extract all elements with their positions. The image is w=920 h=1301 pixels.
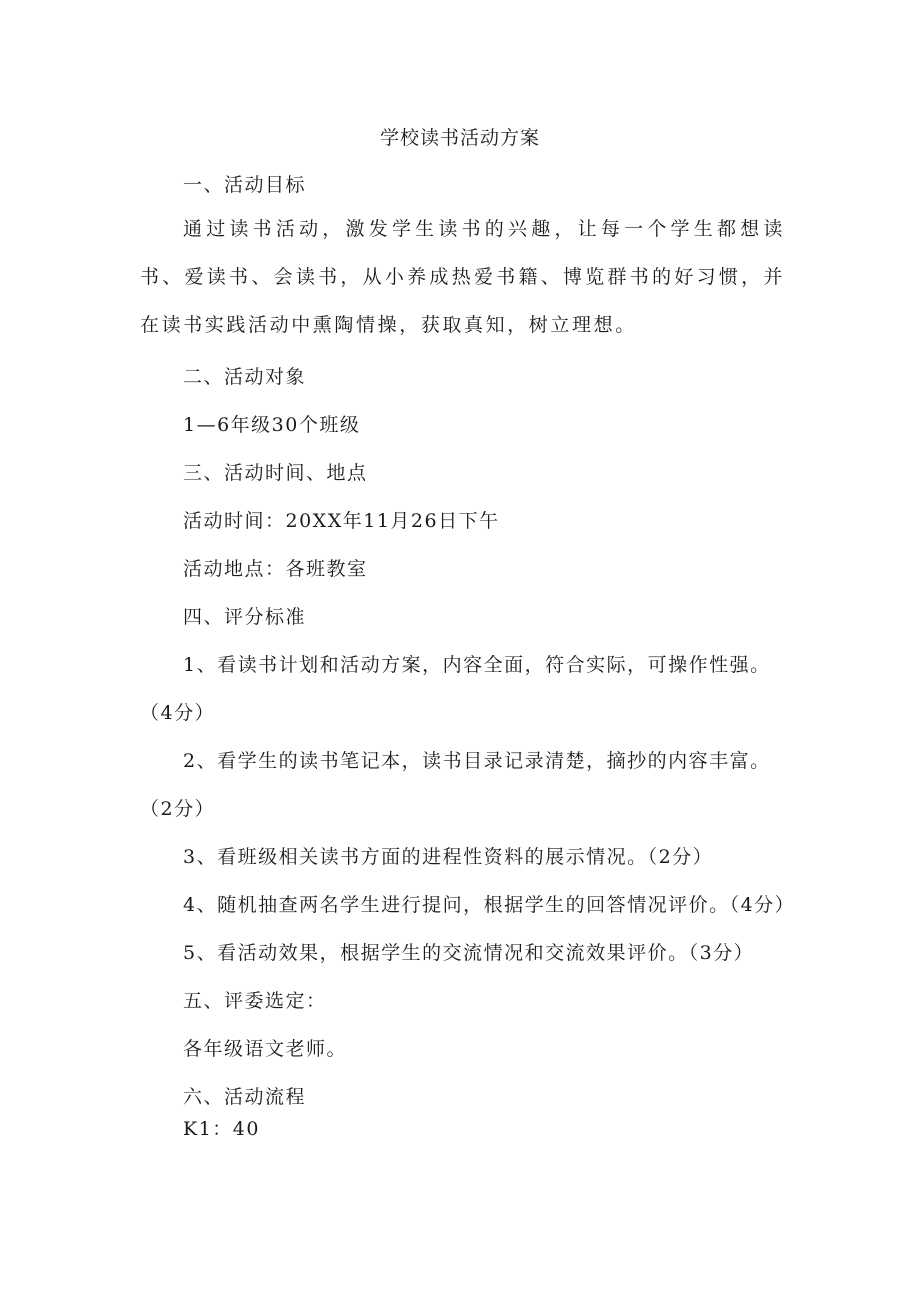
scoring-item-5: 5、看活动效果，根据学生的交流情况和交流效果评价。（3分）	[183, 942, 755, 964]
scoring-item-4: 4、随机抽查两名学生进行提问，根据学生的回答情况评价。（4分）	[183, 894, 796, 916]
scoring-item-1-score: （4分）	[140, 702, 216, 724]
section-heading-goals: 一、活动目标	[183, 174, 307, 196]
document-title: 学校读书活动方案	[379, 127, 540, 149]
section-heading-scoring: 四、评分标准	[183, 606, 307, 628]
paragraph-judges: 各年级语文老师。	[183, 1038, 348, 1060]
section-heading-time-place: 三、活动时间、地点	[183, 462, 368, 484]
scoring-item-2: 2、看学生的读书笔记本，读书目录记录清楚，摘抄的内容丰富。	[183, 750, 771, 772]
process-time: K1：40	[183, 1118, 260, 1140]
paragraph-time: 活动时间：20XX年11月26日下午	[183, 510, 500, 532]
section-heading-participants: 二、活动对象	[183, 366, 307, 388]
scoring-item-3: 3、看班级相关读书方面的进程性资料的展示情况。（2分）	[183, 846, 714, 868]
paragraph-goals: 通过读书活动，激发学生读书的兴趣，让每一个学生都想读书、爱读书、会读书，从小养成热爱书籍、博览群书的好习惯，并在读书实践活动中熏陶情操，获取真知，树立理想。	[140, 218, 785, 336]
section-heading-process: 六、活动流程	[183, 1086, 307, 1108]
paragraph-place: 活动地点：各班教室	[183, 558, 368, 580]
section-heading-judges: 五、评委选定：	[183, 990, 327, 1012]
scoring-item-2-score: （2分）	[140, 798, 216, 820]
paragraph-participants: 1—6年级30个班级	[183, 414, 361, 436]
scoring-item-1: 1、看读书计划和活动方案，内容全面，符合实际，可操作性强。	[183, 654, 771, 676]
